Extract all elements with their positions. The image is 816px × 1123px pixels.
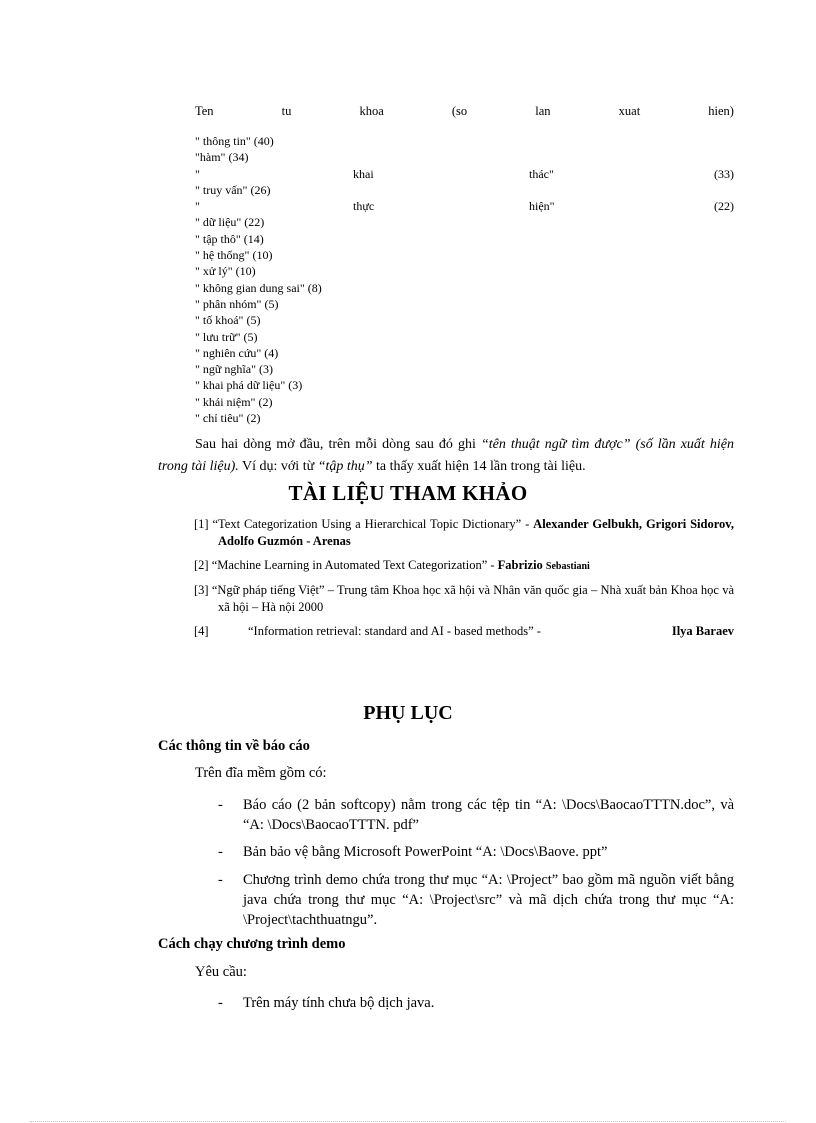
keyword-item: " khai phá dữ liệu" (3) (195, 378, 303, 393)
bullet-item (218, 842, 734, 862)
keyword-item: " ngữ nghĩa" (3) (195, 362, 273, 377)
kw-header-word: xuat (618, 104, 641, 118)
para-italic: “tập thụ” (317, 459, 373, 474)
ref-title: “Ngữ pháp tiếng Việt” – Trung tâm Khoa học xã hội và Nhân văn quốc gia – Nhà xuất bản Khoa học và xã hội – Hà nội 2000 (211, 583, 735, 614)
kw-header-word: lan (535, 104, 551, 118)
keyword-item: " nghiên cứu" (4) (195, 345, 279, 360)
kw-header-word: Ten (195, 104, 214, 118)
ref-authors: Alexander Gelbukh, Grigori Sidorov, Adolfo Guzmón - Arenas (218, 517, 734, 548)
kw-part: (33) (714, 166, 734, 181)
ref-number: [1] (194, 517, 209, 531)
ref-number: [4] (194, 624, 209, 638)
kw-header-word: tu (281, 104, 292, 118)
reference-item (194, 623, 734, 640)
ref-title: “Machine Learning in Automated Text Categorization” - (211, 558, 498, 572)
reference-item (194, 516, 734, 550)
kw-part: hiện" (529, 199, 555, 214)
bullet-dash: - (218, 995, 223, 1011)
ref-number: [2] (194, 558, 209, 572)
ref-authors-small: Sebastiani (545, 561, 590, 572)
keyword-item-split (195, 166, 734, 182)
kw-part: thực (353, 199, 375, 214)
keyword-list (195, 133, 734, 426)
keyword-item: "hàm" (34) (195, 150, 249, 165)
keyword-item: " khái niệm" (2) (195, 394, 273, 409)
bullet-item (218, 795, 734, 835)
keyword-item: " truy vấn" (26) (195, 182, 271, 197)
keyword-item: " tập thô" (14) (195, 231, 264, 246)
bullet-text: Chương trình demo chứa trong thư mục “A: \Project” bao gồm mã nguồn viết bằng java chứa trong thư mục “A: \Project\src” và mã dịch chứa trong thư mục “A: \Project\tachthuatngu”. (243, 872, 734, 928)
keyword-item: " phân nhóm" (5) (195, 296, 279, 311)
ref-title: “Text Categorization Using a Hierarchical Topic Dictionary” - (212, 517, 534, 531)
bullet-dash: - (218, 872, 223, 888)
kw-header-word: khoa (359, 104, 384, 118)
keyword-header (195, 104, 734, 119)
kw-header-word: hien) (708, 104, 734, 118)
kw-part: " (195, 166, 200, 181)
keyword-item: " chỉ tiêu" (2) (195, 411, 261, 426)
section-heading: Các thông tin về báo cáo (158, 738, 310, 754)
section-intro: Yêu cầu: (195, 964, 247, 980)
ref-number: [3] (194, 583, 209, 597)
reference-item (194, 557, 734, 575)
keyword-item: " lưu trữ" (5) (195, 329, 258, 344)
ref-authors: Ilya Baraev (671, 624, 734, 638)
bullet-text: Trên máy tính chưa bộ dịch java. (243, 995, 435, 1011)
section-heading: Cách chạy chương trình demo (158, 936, 346, 952)
ref-authors: Fabrizio (497, 558, 543, 572)
keyword-item: " dữ liệu" (22) (195, 215, 265, 230)
references-heading: TÀI LIỆU THAM KHẢO (288, 481, 528, 505)
explanation-paragraph (158, 434, 734, 478)
bullet-dash: - (218, 797, 223, 813)
para-text: Ví dụ: với từ (238, 459, 318, 474)
bullet-item (218, 993, 734, 1013)
bullet-text: Báo cáo (2 bản softcopy) nằm trong các tệp tin “A: \Docs\BaocaoTTTN.doc”, và “A: \Docs\BaocaoTTTN. pdf” (243, 797, 734, 833)
para-italic: “tên thuật ngữ tìm được” (số lần xuất hiện trong tài liệu). (158, 437, 734, 474)
keyword-item: " hệ thống" (10) (195, 248, 273, 263)
section-intro: Trên đĩa mềm gồm có: (195, 765, 327, 781)
keyword-item: " thông tin" (40) (195, 134, 274, 148)
para-text: ta thấy xuất hiện 14 lần trong tài liệu. (372, 459, 586, 474)
kw-part: " (195, 199, 200, 214)
ref-title: “Information retrieval: standard and AI - based methods” - (248, 624, 541, 638)
kw-part: thác" (529, 166, 554, 181)
para-text: Sau hai dòng mở đầu, trên mỗi dòng sau đó ghi (195, 437, 481, 452)
page-bottom-divider (30, 1121, 786, 1122)
kw-part: khai (353, 166, 374, 181)
kw-part: (22) (714, 199, 734, 214)
bullet-text: Bản bảo vệ bằng Microsoft PowerPoint “A: \Docs\Baove. ppt” (243, 844, 608, 860)
appendix-heading: PHỤ LỤC (363, 702, 453, 724)
keyword-item: " không gian dung sai" (8) (195, 280, 322, 295)
keyword-item: " xử lý" (10) (195, 264, 256, 279)
keyword-item-split (195, 198, 734, 214)
reference-item (194, 582, 734, 616)
kw-header-word: (so (451, 104, 468, 118)
bullet-dash: - (218, 844, 223, 860)
bullet-item (218, 870, 734, 930)
keyword-item: " tố khoá" (5) (195, 313, 261, 328)
